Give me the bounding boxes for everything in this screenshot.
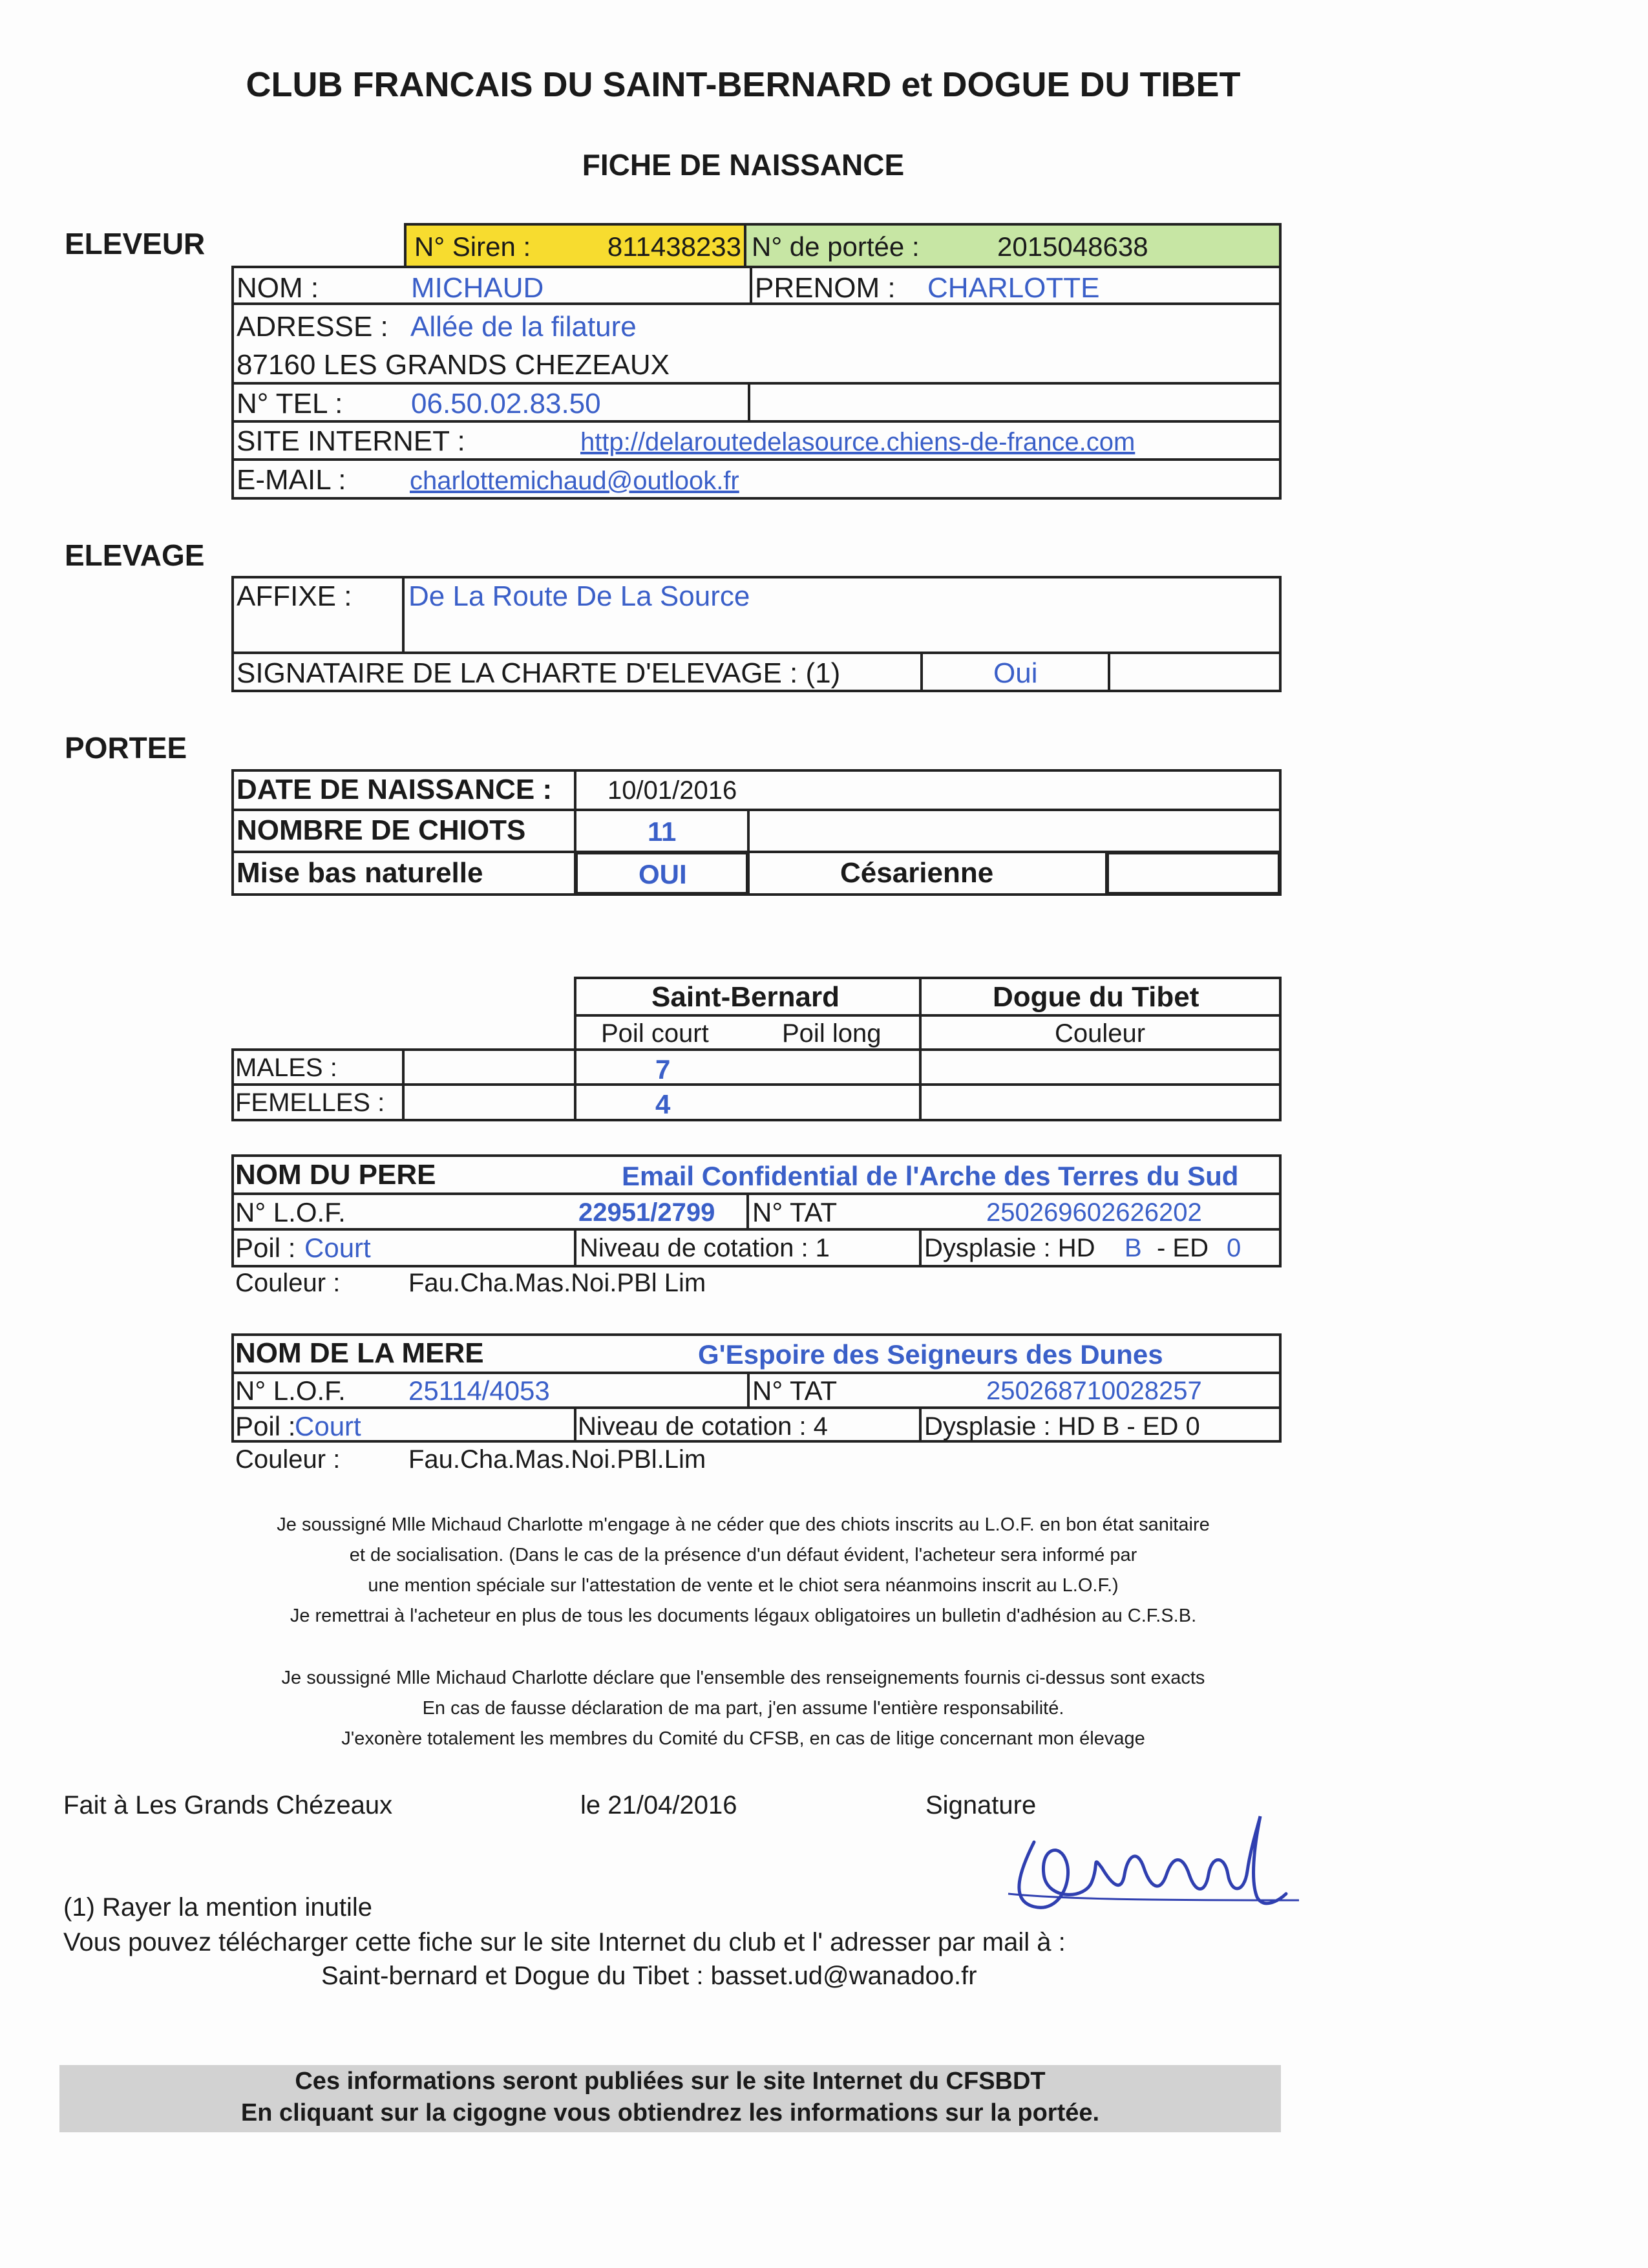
divider [231,1372,1282,1374]
poil-long-header: Poil long [782,1019,882,1048]
pere-tat-value: 250269602626202 [986,1198,1202,1227]
engagement-line: et de socialisation. (Dans le cas de la présence d'un défaut évident, l'acheteur sera informé par [349,1545,1137,1565]
portee-number-label: N° de portée : [752,231,920,262]
declaration-line: Je soussigné Mlle Michaud Charlotte déclare que l'ensemble des renseignements fournis ci-dessus sont exacts [281,1668,1205,1688]
pere-lof-value: 22951/2799 [578,1198,715,1227]
poil-court-header: Poil court [601,1019,709,1048]
mere-lof-label: N° L.O.F. [235,1375,346,1406]
divider [748,382,750,421]
divider [574,1406,576,1443]
nombre-chiots-value: 11 [648,816,677,847]
declaration-text [0,1663,1486,1754]
divider [231,1228,1282,1231]
mere-name: G'Espoire des Seigneurs des Dunes [698,1339,1163,1370]
males-value: 7 [655,1054,671,1085]
divider [919,1228,922,1267]
pere-header-label: NOM DU PERE [235,1159,436,1191]
mere-tat-label: N° TAT [752,1375,838,1406]
pere-couleur-label: Couleur : [235,1269,341,1297]
dogue-tibet-header: Dogue du Tibet [993,981,1199,1013]
publication-banner [59,2065,1281,2132]
contact-email[interactable]: Saint-bernard et Dogue du Tibet : basset.ud@wanadoo.fr [321,1962,977,1990]
portee-number-value: 2015048638 [997,231,1148,262]
engagement-line: une mention spéciale sur l'attestation de vente et le chiot sera néanmoins inscrit au L.O.F.) [368,1575,1119,1596]
divider [920,652,923,692]
mere-dysplasie: Dysplasie : HD B - ED 0 [924,1412,1200,1441]
adresse-label: ADRESSE : [237,311,388,343]
pere-lof-label: N° L.O.F. [235,1197,346,1227]
signature-scribble [995,1803,1318,1926]
mere-cotation: Niveau de cotation : 4 [578,1412,828,1441]
mere-couleur-label: Couleur : [235,1445,341,1474]
email-link[interactable]: charlottemichaud@outlook.fr [410,467,739,495]
form-title: FICHE DE NAISSANCE [582,148,905,182]
pere-tat-label: N° TAT [752,1197,838,1227]
banner-line-1: Ces informations seront publiées sur le site Internet du CFSBDT [295,2068,1046,2095]
divider [231,1192,1282,1195]
couleur-header: Couleur [1055,1019,1146,1048]
divider [1108,652,1110,692]
adresse-value: Allée de la filature [410,311,637,343]
tel-value: 06.50.02.83.50 [411,388,601,419]
divider [231,382,1282,385]
femelles-value: 4 [655,1089,671,1119]
divider [750,266,752,304]
portee-number-cell [744,223,1282,268]
engagement-line: Je remettrai à l'acheteur en plus de tous les documents légaux obligatoires un bulletin d'adhésion au C.F.S.B. [290,1606,1197,1626]
fait-a: Fait à Les Grands Chézeaux [63,1791,393,1819]
signature [995,1803,1318,1926]
email-label: E-MAIL : [237,464,346,496]
pere-couleur-value: Fau.Cha.Mas.Noi.PBl Lim [408,1269,706,1297]
prenom-label: PRENOM : [755,272,896,304]
divider [746,1192,749,1229]
engagement-line: Je soussigné Mlle Michaud Charlotte m'engage à ne céder que des chiots inscrits au L.O.F. en bon état sanitaire [277,1514,1210,1535]
mere-tat-value: 250268710028257 [986,1377,1202,1405]
charte-value: Oui [993,657,1038,689]
saint-bernard-header: Saint-Bernard [651,981,840,1013]
prenom-value: CHARLOTTE [927,272,1100,304]
mere-lof-value: 25114/4053 [408,1375,550,1406]
section-elevage: ELEVAGE [65,538,205,572]
declaration-line: En cas de fausse déclaration de ma part, j'en assume l'entière responsabilité. [422,1698,1064,1719]
signature-label: Signature [925,1791,1037,1819]
banner-line-2: En cliquant sur la cigogne vous obtiendrez les informations sur la portée. [240,2099,1100,2126]
tel-label: N° TEL : [237,388,343,419]
footnote: (1) Rayer la mention inutile [63,1893,372,1922]
nom-label: NOM : [237,272,319,304]
site-link[interactable]: http://delaroutedelasource.chiens-de-france.com [580,428,1136,456]
date-naissance-value: 10/01/2016 [607,776,737,805]
club-title: CLUB FRANCAIS DU SAINT-BERNARD et DOGUE DU TIBET [246,65,1241,104]
divider [574,1228,576,1267]
section-portee: PORTEE [65,731,187,765]
pere-poil-value: Court [304,1233,371,1263]
mere-poil-value: Court [295,1411,361,1441]
mere-couleur-value: Fau.Cha.Mas.Noi.PBl.Lim [408,1445,706,1474]
affixe-value: De La Route De La Source [408,580,750,612]
cesarienne-box [1105,851,1282,896]
divider [402,1048,405,1121]
males-label: MALES : [235,1054,337,1082]
affixe-label: AFFIXE : [237,580,352,612]
divider [231,1083,1282,1086]
pere-cotation: Niveau de cotation : 1 [580,1234,830,1262]
declaration-line: J'exonère totalement les membres du Comité du CFSB, en cas de litige concernant mon élevage [341,1728,1145,1749]
pere-name: Email Confidential de l'Arche des Terres du Sud [622,1161,1239,1191]
nombre-chiots-label: NOMBRE DE CHIOTS [237,814,526,846]
site-label: SITE INTERNET : [237,425,465,457]
mise-bas-value: OUI [639,859,687,889]
divider [231,420,1282,423]
cesarienne-label: Césarienne [840,857,994,889]
siren-label: N° Siren : [414,231,531,262]
divider [402,576,405,653]
signature-date: le 21/04/2016 [580,1791,737,1819]
mere-header-label: NOM DE LA MERE [235,1337,484,1369]
mise-bas-label: Mise bas naturelle [237,857,483,889]
nom-value: MICHAUD [411,272,544,304]
download-text: Vous pouvez télécharger cette fiche sur le site Internet du club et l' adresser par mail à : [63,1928,1066,1956]
siren-cell [404,223,746,268]
section-eleveur: ELEVEUR [65,227,206,260]
pere-hd-value: B [1125,1234,1142,1262]
pere-poil-label: Poil : [235,1233,296,1263]
siren-value: 811438233 [607,231,741,262]
adresse-line2: 87160 LES GRANDS CHEZEAUX [237,349,670,381]
date-naissance-label: DATE DE NAISSANCE : [237,774,553,805]
pere-dysplasie-label: Dysplasie : HD [924,1234,1095,1262]
divider [231,458,1282,461]
divider [231,1406,1282,1409]
mere-poil-label: Poil : [235,1411,296,1441]
pere-ed-label: - ED [1157,1234,1209,1262]
charte-label: SIGNATAIRE DE LA CHARTE D'ELEVAGE : (1) [237,657,841,689]
divider [231,809,1282,811]
pere-ed-value: 0 [1227,1234,1241,1262]
divider [747,1372,750,1408]
engagement-text [0,1510,1486,1631]
divider [231,652,1282,654]
femelles-label: FEMELLES : [235,1088,385,1117]
divider [919,1406,922,1443]
